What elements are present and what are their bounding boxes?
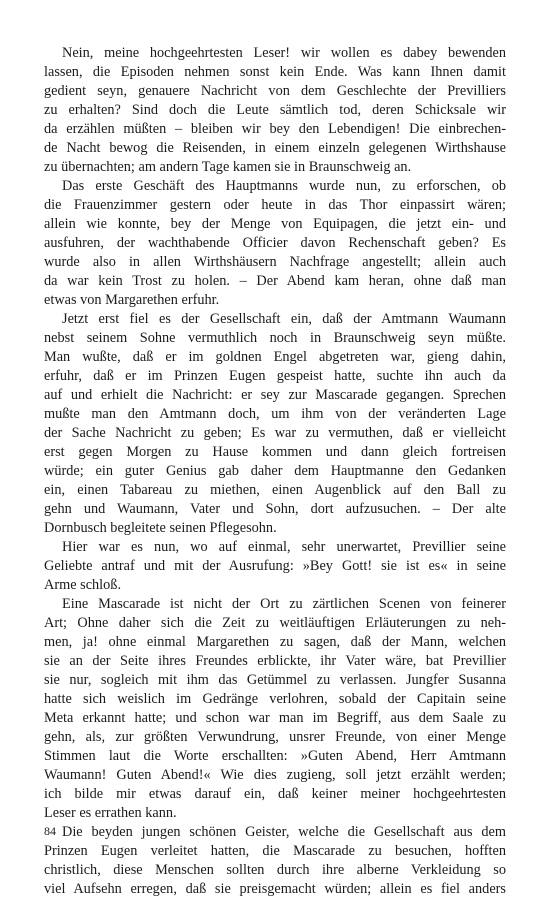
- text-line: mußte man den Amtmann doch, um ihm von der veränderten Lage: [44, 406, 506, 422]
- text-line: Hier war es nun, wo auf einmal, sehr unerwartet, Previllier seine: [62, 539, 506, 555]
- text-line: zu übernachten; am andern Tage kamen sie in Braunschweig an.: [44, 159, 412, 175]
- text-line: Leser es errathen kann.: [44, 805, 177, 821]
- paragraph: [44, 538, 506, 595]
- page-number: 84: [44, 824, 56, 838]
- text-line: ein, einen Tabareau zu miethen, einen Augenblick auf den Ball zu: [44, 482, 506, 498]
- text-line: Nein, meine hochgeehrtesten Leser! wir wollen es dabey bewenden: [62, 45, 506, 61]
- text-line: viel Aufsehn erregen, daß sie preisgemacht würden; allein es fiel anders: [44, 881, 506, 897]
- paragraph: [44, 44, 506, 177]
- text-line: erfuhr, daß er im Prinzen Eugen gespeist hatte, suchte ihn auch da: [44, 368, 506, 384]
- text-line: Eine Mascarade ist nicht der Ort zu zärtlichen Scenen von feinerer: [62, 596, 506, 612]
- text-line: hatte sich weislich im Gedränge verlohren, sobald der Capitain seine: [44, 691, 506, 707]
- text-line: sie nur, sogleich mit ihm das Getümmel zu verlassen. Jungfer Susanna: [44, 672, 506, 688]
- text-line: de Nacht bewog die Reisenden, in einem einzeln gelegenen Wirthshause: [44, 140, 506, 156]
- text-line: Stimmen laut die Worte erschallten: »Guten Abend, Herr Amtmann: [44, 748, 506, 764]
- paragraph: [44, 823, 506, 899]
- text-line: sie an der Seite ihres Freundes erblickte, ihr Vater wäre, bat Previllier: [44, 653, 506, 669]
- text-line: Die beyden jungen schönen Geister, welche die Gesellschaft aus dem: [62, 824, 506, 840]
- paragraph: [44, 595, 506, 823]
- text-line: gehn und Waumann, Vater und Sohn, dort aufzusuchen. – Der alte: [44, 501, 506, 517]
- text-line: da erzählen müßten – bleiben wir bey den Lebendigen! Die einbrechen-: [44, 121, 506, 137]
- text-line: der Sache Nachricht zu geben; Es war zu vermuthen, daß er vielleicht: [44, 425, 506, 441]
- text-line: da war kein Trost zu holen. – Der Abend kam heran, ohne daß man: [44, 273, 506, 289]
- text-line: Jetzt erst fiel es der Gesellschaft ein, daß der Amtmann Waumann: [62, 311, 506, 327]
- text-line: zu erhalten? Sind doch die Leute sämtlich tod, deren Schicksale wir: [44, 102, 506, 118]
- text-line: Art; Ohne daher sich die Zeit zu weitläuftigen Erläuterungen zu neh-: [44, 615, 506, 631]
- text-line: würde; ein guter Genius gab daher dem Hauptmanne den Gedanken: [44, 463, 506, 479]
- text-line: Meta erkannt hatte; und schon war man im Begriff, aus dem Saale zu: [44, 710, 506, 726]
- text-line: gedient seyn, genauere Nachricht von dem Geschlechte der Previlliers: [44, 83, 506, 99]
- text-line: erst gegen Morgen zu Hause kommen und dann gleich fortreisen: [44, 444, 506, 460]
- paragraph: [44, 310, 506, 538]
- text-line: Geliebte antraf und mit der Ausrufung: »Bey Gott! sie ist es« in seine: [44, 558, 506, 574]
- text-line: christlich, diese Menschen sollten durch ihre alberne Verkleidung so: [44, 862, 506, 878]
- text-line: Waumann! Guten Abend!« Wie dies zugieng, soll jetzt erzählt werden;: [44, 767, 506, 783]
- text-line: lassen, die Episoden nehmen sonst kein Ende. Was kann Ihnen damit: [44, 64, 506, 80]
- paragraph: [44, 177, 506, 310]
- text-line: auf und erhielt die Nachricht: er sey zur Mascarade gegangen. Sprechen: [44, 387, 506, 403]
- text-line: Prinzen Eugen verleitet hatten, die Mascarade zu besuchen, hofften: [44, 843, 506, 859]
- text-line: ich bilde mir etwas darauf ein, daß keiner meiner hochgeehrtesten: [44, 786, 506, 802]
- text-line: Das erste Geschäft des Hauptmanns wurde nun, zu erforschen, ob: [62, 178, 506, 194]
- text-line: gehn, als, zur größten Verwundrung, unsrer Freunde, von einer Menge: [44, 729, 506, 745]
- text-line: die Frauenzimmer gestern oder heute in das Thor einpassirt wären;: [44, 197, 506, 213]
- text-line: allein wie konnte, bey der Menge von Equipagen, die jetzt ein- und: [44, 216, 506, 232]
- page-body: [44, 44, 506, 899]
- text-line: Dornbusch begleitete seinen Pflegesohn.: [44, 520, 277, 536]
- text-line: etwas von Margarethen erfuhr.: [44, 292, 220, 308]
- text-line: nebst seinem Sohne vermuthlich noch in Braunschweig seyn müßte.: [44, 330, 506, 346]
- text-line: Arme schloß.: [44, 577, 122, 593]
- text-line: ausfuhren, der wachthabende Officier davon Rechenschaft geben? Es: [44, 235, 506, 251]
- text-line: men, ja! ohne einmal Margarethen zu sagen, daß der Mann, welchen: [44, 634, 506, 650]
- text-line: wurde also in allen Wirthshäusern Nachfrage angestellt; allein auch: [44, 254, 506, 270]
- text-line: Man wußte, daß er im goldnen Engel abgetreten war, gieng dahin,: [44, 349, 506, 365]
